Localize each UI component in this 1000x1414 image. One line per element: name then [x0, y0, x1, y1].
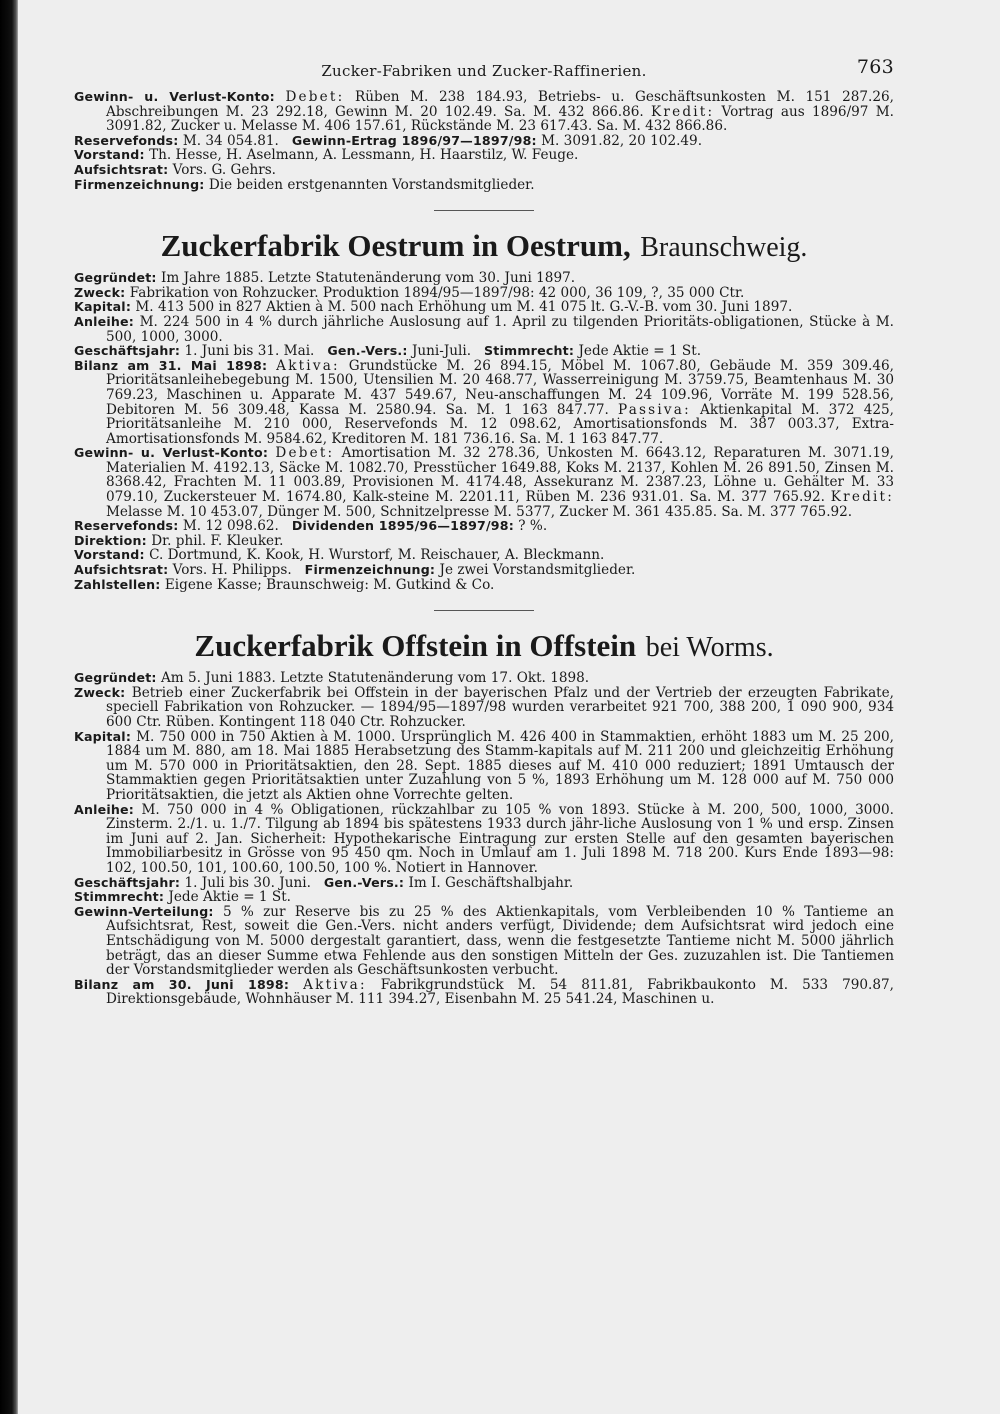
label-firmenzeichnung: Firmenzeichnung: [304, 562, 436, 578]
label-gegruendet: Gegründet: [74, 670, 157, 686]
kapital-text: M. 750 000 in 750 Aktien à M. 1000. Ursprünglich M. 426 400 in Stammaktien, erhöht 1883 um M. 25 200, 1884 um M. 880, am 18. Mai 1885 Herabsetzung des Stamm-kapitals auf M. 211 200 und gleichzeitig Erhöhung um M. 570 000 in Prioritätsaktien, den 28. Sept. 1885 dieses auf M. 410 000 reduziert; 1891 Umtausch der Stammaktien gegen Prioritätsaktien unter Zuzahlung von 5 %, 1893 Erhöhung um M. 128 000 auf M. 750 000 Prioritätsaktien, die jetzt als Aktien ohne Vorrechte gelten. [106, 728, 894, 803]
aufsichtsrat-text: Vors. G. Gehrs. [172, 161, 276, 178]
label-dividenden: Dividenden 1895/96—1897/98: [291, 518, 514, 534]
gewinn-verteilung-text: 5 % zur Reserve bis zu 25 % des Aktienkapitals, vom Verbleibenden 10 % Tantieme an Aufsichtsrat, Rest, soweit die Gen.-Vers. nicht anders verfügt, Dividende; dem Aufsichtsrat wird jedoch eine Entschädigung von M. 5000 dergestalt garantiert, dass, wenn die festgesetzte Tantieme nicht M. 5000 jährlich beträgt, das an dieser Summe etwa Fehlende aus den sonstigen Mitteln der Ges. zuzuzahlen ist. Die Tantiemen der Vorstandsmitglieder werden als Geschäftsunkosten verbucht. [106, 903, 894, 979]
label-vorstand: Vorstand: [74, 147, 145, 163]
offstein-bilanz [74, 978, 894, 1007]
zweck-text: Fabrikation von Rohzucker. Produktion 1894/95—1897/98: 42 000, 36 109, ?, 35 000 Ctr. [129, 284, 745, 301]
prev-aufsichtsrat [74, 163, 894, 178]
oestrum-geschaeftsjahr [74, 344, 894, 359]
gegruendet-text: Am 5. Juni 1883. Letzte Statutenänderung vom 17. Okt. 1898. [160, 670, 590, 687]
stimmrecht-text: Jede Aktie = 1 St. [168, 889, 291, 906]
prev-reserve-ertrag [74, 134, 894, 149]
label-genvers: Gen.-Vers.: [327, 343, 408, 359]
bilanz-passiva-text: Aktienkapital M. 372 425, Prioritätsanleihe M. 210 000, Reservefonds M. 12 098.62, Amortisationsfonds M. 387 003.37, Extra-Amortisationsfonds M. 9584.62, Kreditoren M. 181 736.16. Sa. M. 1 163 847.77. [106, 401, 894, 447]
oestrum-vorstand [74, 548, 894, 563]
label-kredit: Kredit: [651, 103, 715, 120]
document-page [74, 58, 894, 1007]
guv-kredit-text: Melasse M. 10 453.07, Dünger M. 500, Schnitzelpresse M. 5377, Zucker M. 361 435.85. Sa. M. 377 765.92. [106, 503, 853, 520]
dividenden-text: ? %. [518, 518, 548, 535]
title-bold: Zuckerfabrik Oestrum in Oestrum, [160, 228, 631, 264]
prev-guv [74, 90, 894, 134]
label-genvers: Gen.-Vers.: [323, 874, 405, 890]
offstein-verteilung [74, 905, 894, 978]
offstein-anleihe [74, 803, 894, 876]
guv-kredit-text: Vortrag aus 1896/97 M. 3091.82, Zucker u. Melasse M. 406 157.61, Rückstände M. 23 617.43. Sa. M. 432 866.86. [106, 103, 894, 135]
header-title: Zucker-Fabriken und Zucker-Raffinerien. [321, 62, 647, 80]
oestrum-bilanz [74, 359, 894, 447]
title-location: bei Worms. [645, 632, 774, 664]
stimmrecht-text: Jede Aktie = 1 St. [578, 343, 702, 360]
label-stimmrecht: Stimmrecht: [484, 343, 575, 359]
label-reservefonds: Reservefonds: [74, 518, 179, 534]
label-kapital: Kapital: [74, 299, 132, 315]
reservefonds-text: M. 12 098.62. [182, 518, 279, 535]
book-binding-edge [0, 0, 18, 1414]
kapital-text: M. 413 500 in 827 Aktien à M. 500 nach Erhöhung um M. 41 075 lt. G.-V.-B. vom 30. Juni 1897. [135, 299, 793, 316]
title-bold: Zuckerfabrik Offstein in Offstein [194, 628, 637, 664]
label-passiva: Passiva: [617, 401, 691, 418]
direktion-text: Dr. phil. F. Kleuker. [151, 532, 284, 549]
vorstand-text: C. Dortmund, K. Kook, H. Wurstorf, M. Reischauer, A. Bleckmann. [149, 547, 605, 564]
oestrum-zweck [74, 286, 894, 301]
prev-firmenzeichnung [74, 178, 894, 193]
anleihe-text: M. 224 500 in 4 % durch jährliche Auslosung auf 1. April zu tilgenden Prioritäts-obligationen, Stücke à M. 500, 1000, 3000. [106, 313, 894, 345]
company-title-offstein [74, 629, 894, 665]
label-kapital: Kapital: [74, 728, 132, 744]
oestrum-kapital [74, 300, 894, 315]
label-vorstand: Vorstand: [74, 547, 145, 563]
label-geschaeftsjahr: Geschäftsjahr: [74, 343, 181, 359]
company-title-oestrum [74, 229, 894, 265]
prev-vorstand [74, 148, 894, 163]
zweck-text: Betrieb einer Zuckerfabrik bei Offstein in der bayerischen Pfalz und der Vertrieb der erzeugten Fabrikate, speciell Fabrikation von Rohzucker. — 1894/95—1897/98 wurden verarbeitet 921 700, 388 200, 1 090 900, 934 600 Ctr. Rüben. Kontingent 118 040 Ctr. Rohzucker. [106, 684, 894, 730]
label-aufsichtsrat: Aufsichtsrat: [74, 562, 169, 578]
genvers-text: Juni-Juli. [411, 343, 472, 360]
oestrum-guv [74, 446, 894, 519]
bilanz-aktiva-text: Fabrikgrundstück M. 54 811.81, Fabrikbaukonto M. 533 790.87, Direktionsgebäude, Wohnhäuser M. 111 394.27, Eisenbahn M. 25 541.24, Maschinen u. [106, 976, 894, 1008]
label-aufsichtsrat: Aufsichtsrat: [74, 161, 169, 177]
vorstand-text: Th. Hesse, H. Aselmann, A. Lessmann, H. Haarstilz, W. Feuge. [149, 147, 579, 164]
label-zahlstellen: Zahlstellen: [74, 576, 161, 592]
oestrum-anleihe [74, 315, 894, 344]
label-debet: Debet: [275, 445, 335, 462]
guv-debet-text: Amortisation M. 32 278.36, Unkosten M. 6643.12, Reparaturen M. 3071.19, Materialien M. 4192.13, Säcke M. 1082.70, Presstücher 1649.88, Koks M. 2137, Kohlen M. 26 891.50, Zinsen M. 8368.42, Frachten M. 11 003.89, Provisionen M. 4174.48, Assekuranz M. 2387.23, Löhne u. Gehälter M. 33 079.10, Zuckersteuer M. 1674.80, Kalk-steine M. 2201.11, Rüben M. 236 931.01. Sa. M. 377 765.92. [106, 445, 894, 506]
label-guv: Gewinn- u. Verlust-Konto: [74, 445, 269, 461]
label-reservefonds: Reservefonds: [74, 132, 179, 148]
running-header [74, 58, 894, 90]
label-geschaeftsjahr: Geschäftsjahr: [74, 874, 181, 890]
oestrum-direktion [74, 534, 894, 549]
genvers-text: Im I. Geschäftshalbjahr. [408, 874, 574, 891]
geschaeftsjahr-text: 1. Juli bis 30. Juni. [184, 874, 311, 891]
oestrum-aufsichtsrat [74, 563, 894, 578]
page-number: 763 [856, 56, 894, 78]
firmenzeichnung-text: Die beiden erstgenannten Vorstandsmitglieder. [208, 176, 535, 193]
label-kredit: Kredit: [830, 489, 894, 506]
label-zweck: Zweck: [74, 284, 126, 300]
label-stimmrecht: Stimmrecht: [74, 889, 165, 905]
label-gewinn-verteilung: Gewinn-Verteilung: [74, 903, 214, 919]
bilanz-aktiva-text: Grundstücke M. 26 894.15, Möbel M. 1067.80, Gebäude M. 359 309.46, Prioritätsanleihebegebung M. 1500, Utensilien M. 20 468.77, Wasserreinigung M. 3759.75, Beamtenhaus M. 30 769.23, Maschinen u. Apparate M. 437 549.67, Neu-anschaffungen M. 24 109.96, Vorräte M. 199 528.56, Debitoren M. 56 309.48, Kassa M. 2580.94. Sa. M. 1 163 847.77. [106, 357, 894, 418]
label-zweck: Zweck: [74, 684, 126, 700]
label-firmenzeichnung: Firmenzeichnung: [74, 176, 205, 192]
label-gewinn-ertrag: Gewinn-Ertrag 1896/97—1897/98: [291, 132, 537, 148]
label-direktion: Direktion: [74, 532, 147, 548]
reservefonds-text: M. 34 054.81. [182, 132, 279, 149]
geschaeftsjahr-text: 1. Juni bis 31. Mai. [184, 343, 315, 360]
oestrum-gegruendet [74, 271, 894, 286]
label-bilanz: Bilanz am 30. Juni 1898: [74, 976, 290, 992]
offstein-gegruendet [74, 671, 894, 686]
label-bilanz: Bilanz am 31. Mai 1898: [74, 357, 268, 373]
label-aktiva: Aktiva: [303, 976, 367, 993]
firmenzeichnung-text: Je zwei Vorstandsmitglieder. [439, 562, 636, 579]
label-aktiva: Aktiva: [276, 357, 340, 374]
offstein-stimmrecht [74, 890, 894, 905]
section-divider [434, 610, 534, 611]
label-debet: Debet: [285, 89, 345, 105]
gewinn-ertrag-text: M. 3091.82, 20 102.49. [541, 132, 703, 149]
label-gegruendet: Gegründet: [74, 270, 157, 286]
section-divider [434, 210, 534, 211]
anleihe-text: M. 750 000 in 4 % Obligationen, rückzahlbar zu 105 % von 1893. Stücke à M. 200, 500, 1000, 3000. Zinsterm. 2./1. u. 1./7. Tilgung ab 1894 bis spätestens 1933 durch jähr-liche Auslosung von 1 % und ersp. Zinsen im Juni auf 2. Jan. Sicherheit: Hypothekarische Eintragung zur ersten Stelle auf den gesamten bayerischen Immobiliarbesitz in Grösse von 95 450 qm. Noch in Umlauf am 1. Juli 1898 M. 718 200. Kurs Ende 1893—98: 102, 100.50, 101, 100.60, 100.50, 100 %. Notiert in Hannover. [106, 801, 894, 876]
zahlstellen-text: Eigene Kasse; Braunschweig: M. Gutkind & Co. [164, 576, 495, 593]
guv-debet-text: Rüben M. 238 184.93, Betriebs- u. Geschäftsunkosten M. 151 287.26, Abschreibungen M. 23 292.18, Gewinn M. 20 102.49. Sa. M. 432 866.86. [106, 89, 894, 120]
label-guv: Gewinn- u. Verlust-Konto: [74, 89, 275, 104]
title-location: Braunschweig. [640, 232, 808, 264]
offstein-zweck [74, 686, 894, 730]
oestrum-zahlstellen [74, 578, 894, 593]
oestrum-reserve-dividenden [74, 519, 894, 534]
label-anleihe: Anleihe: [74, 801, 135, 817]
gegruendet-text: Im Jahre 1885. Letzte Statutenänderung vom 30. Juni 1897. [160, 270, 576, 287]
offstein-kapital [74, 730, 894, 803]
offstein-geschaeftsjahr [74, 876, 894, 891]
label-anleihe: Anleihe: [74, 313, 135, 329]
aufsichtsrat-text: Vors. H. Philipps. [172, 562, 292, 579]
